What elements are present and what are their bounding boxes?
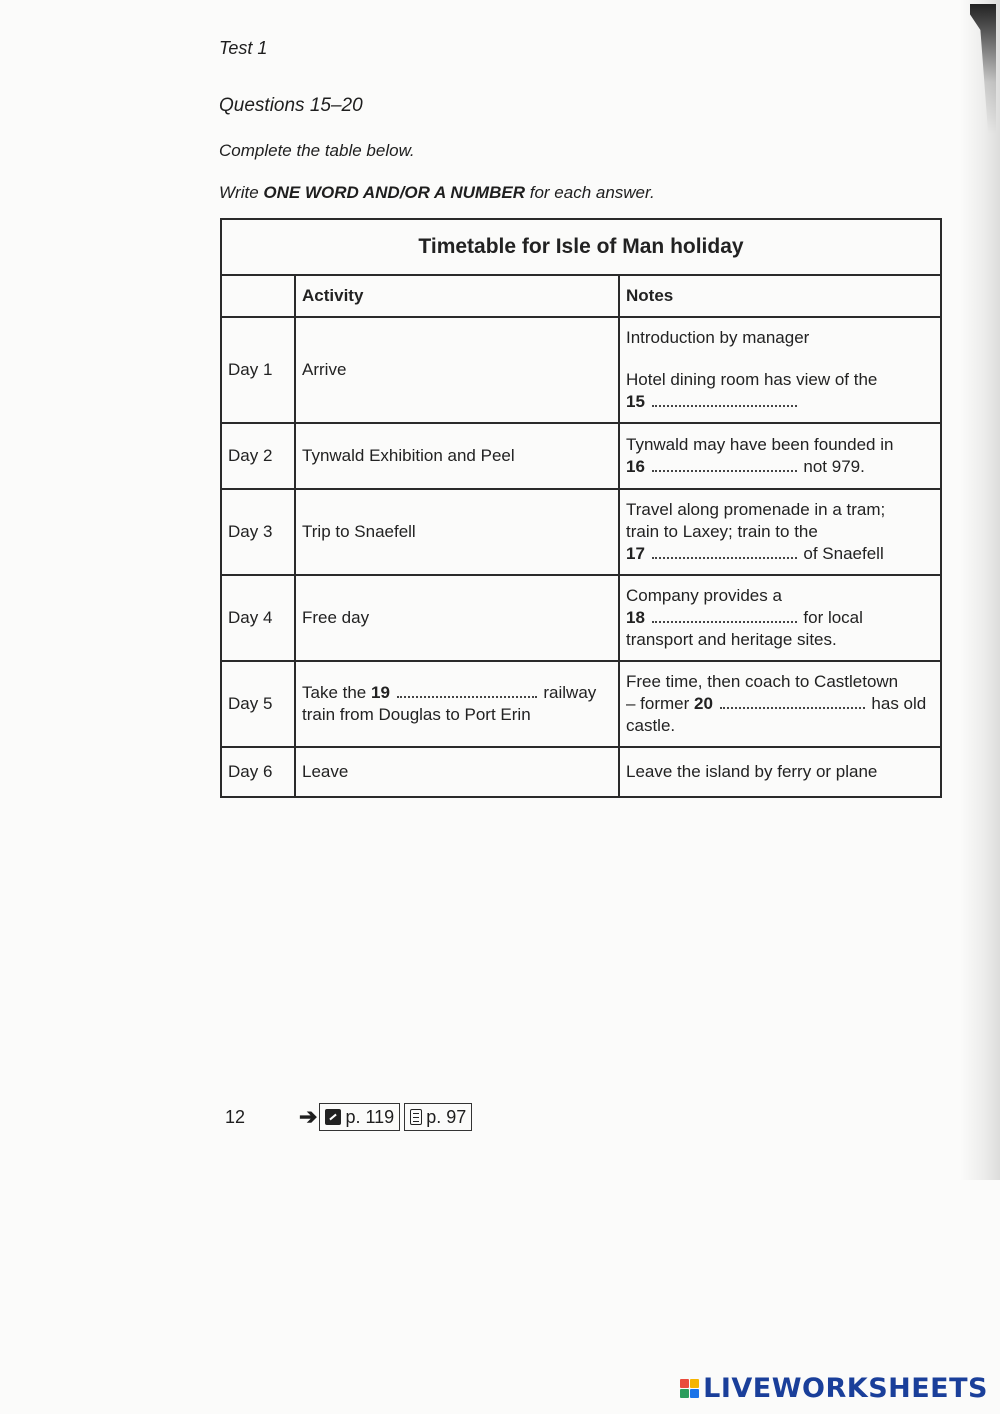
header-row	[221, 275, 941, 317]
question-number: 18	[626, 608, 645, 627]
note-text: Travel along promenade in a tram;	[626, 500, 886, 519]
note-text: Introduction by manager	[626, 328, 810, 347]
notes-cell	[619, 661, 941, 747]
table-row	[221, 747, 941, 797]
activity-cell: Trip to Snaefell	[295, 489, 619, 575]
instruction-write-emphasis: ONE WORD AND/OR A NUMBER	[263, 183, 525, 202]
notes-cell	[619, 489, 941, 575]
notes-cell	[619, 575, 941, 661]
day-cell: Day 2	[221, 423, 295, 489]
activity-text: railway	[543, 683, 597, 702]
questions-heading: Questions 15–20	[219, 95, 363, 116]
instruction-complete: Complete the table below.	[219, 141, 415, 160]
instruction-write-suffix: for each answer.	[525, 183, 655, 202]
header-day-cell	[221, 275, 295, 317]
document-icon	[410, 1109, 422, 1125]
transcript-reference-page: p. 97	[426, 1106, 467, 1127]
liveworksheets-logo-icon	[680, 1379, 699, 1398]
activity-cell: Arrive	[295, 317, 619, 423]
answer-blank-19[interactable]	[397, 692, 537, 698]
table-row	[221, 423, 941, 489]
note-text: for local	[803, 608, 863, 627]
table-row	[221, 317, 941, 423]
day-cell: Day 4	[221, 575, 295, 661]
table-row	[221, 489, 941, 575]
instruction-write-prefix: Write	[219, 183, 264, 202]
day-cell: Day 5	[221, 661, 295, 747]
note-text: has old	[871, 694, 927, 713]
note-text: not 979.	[803, 457, 865, 476]
answer-blank-15[interactable]	[652, 401, 797, 407]
transcript-reference[interactable]	[404, 1103, 472, 1131]
notes-cell: Leave the island by ferry or plane	[619, 747, 941, 797]
audio-icon	[325, 1109, 341, 1125]
answer-blank-16[interactable]	[652, 466, 797, 472]
activity-cell: Leave	[295, 747, 619, 797]
test-label: Test 1	[219, 38, 268, 58]
header-notes: Notes	[619, 275, 941, 317]
question-number: 16	[626, 457, 645, 476]
table-title: Timetable for Isle of Man holiday	[221, 219, 941, 275]
activity-cell: Free day	[295, 575, 619, 661]
table-row	[221, 661, 941, 747]
note-text: – former	[626, 694, 690, 713]
note-text: Hotel dining room has view of the	[626, 370, 878, 389]
question-number: 19	[371, 683, 390, 702]
audio-reference[interactable]	[319, 1103, 400, 1131]
page-footer	[225, 1103, 472, 1131]
activity-cell: Tynwald Exhibition and Peel	[295, 423, 619, 489]
question-number: 15	[626, 392, 645, 411]
activity-text: train from Douglas to Port Erin	[302, 705, 531, 724]
table-row	[221, 575, 941, 661]
brand-text: LIVEWORKSHEETS	[703, 1373, 988, 1404]
scan-shadow	[960, 0, 1000, 1180]
answer-blank-18[interactable]	[652, 617, 797, 623]
header-activity: Activity	[295, 275, 619, 317]
day-cell: Day 1	[221, 317, 295, 423]
instruction-write	[219, 183, 655, 203]
note-text: train to Laxey; train to the	[626, 522, 818, 541]
timetable	[220, 218, 942, 798]
day-cell: Day 3	[221, 489, 295, 575]
activity-text: Take the	[302, 683, 367, 702]
note-text: Free time, then coach to Castletown	[626, 672, 899, 691]
liveworksheets-brand	[680, 1373, 988, 1404]
activity-cell	[295, 661, 619, 747]
answer-blank-17[interactable]	[652, 553, 797, 559]
note-text: Tynwald may have been founded in	[626, 435, 894, 454]
note-text: transport and heritage sites.	[626, 630, 837, 649]
page-number: 12	[225, 1106, 246, 1127]
day-cell: Day 6	[221, 747, 295, 797]
note-text: of Snaefell	[803, 544, 884, 563]
note-text: castle.	[626, 716, 676, 735]
notes-cell	[619, 423, 941, 489]
note-text: Company provides a	[626, 586, 782, 605]
notes-cell	[619, 317, 941, 423]
answer-blank-20[interactable]	[720, 703, 865, 709]
question-number: 20	[694, 694, 713, 713]
question-number: 17	[626, 544, 645, 563]
audio-reference-page: p. 119	[345, 1106, 395, 1127]
title-row	[221, 219, 941, 275]
arrow-right-icon: ➔	[299, 1104, 318, 1129]
